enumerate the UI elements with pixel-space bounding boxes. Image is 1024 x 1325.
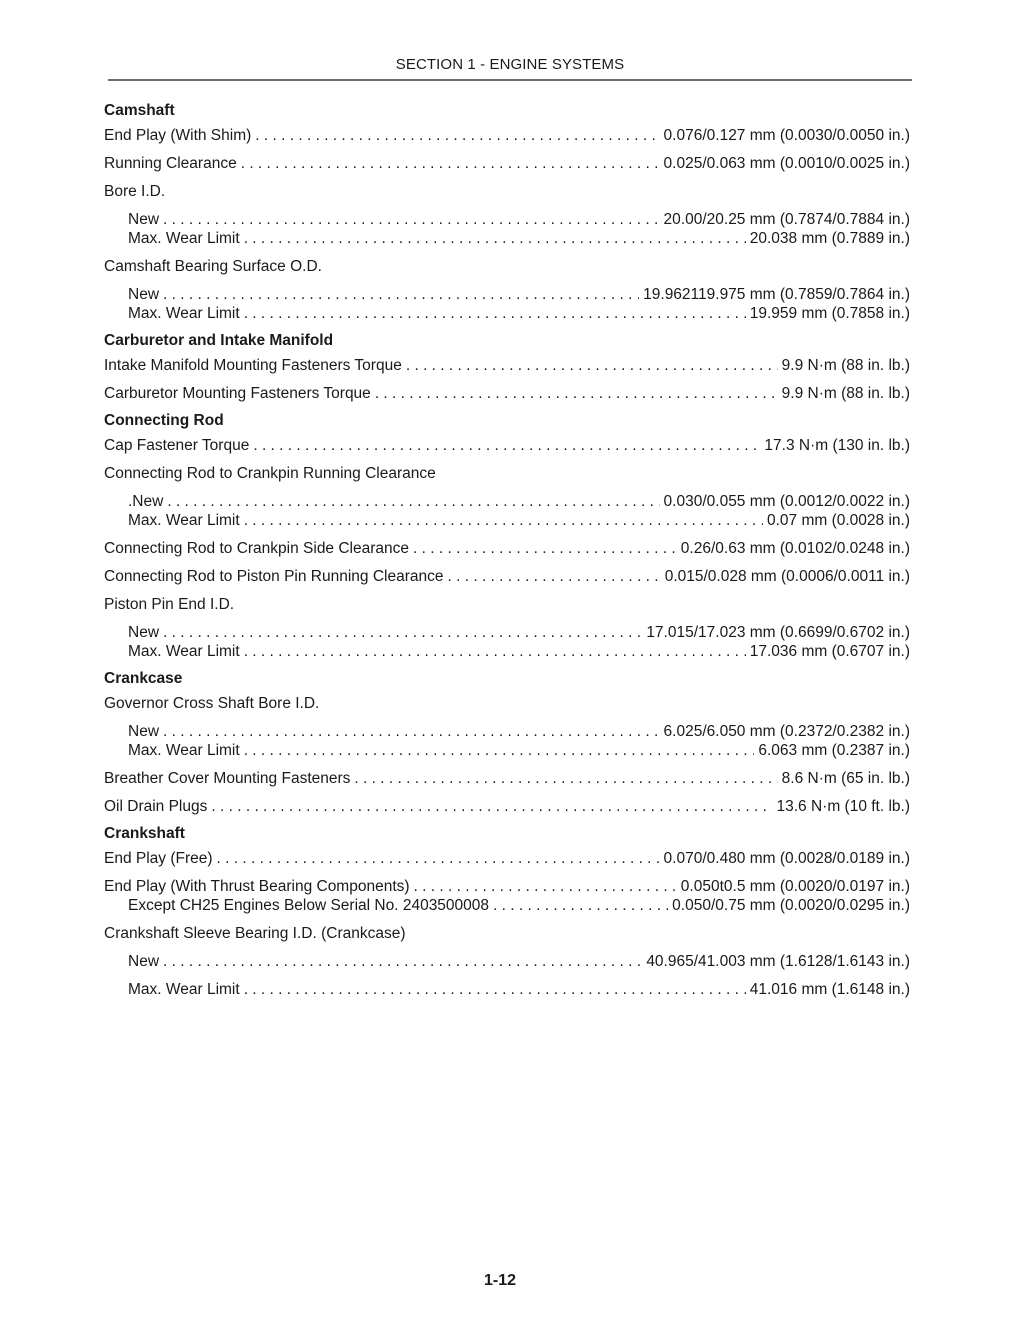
spec-subheading xyxy=(104,182,910,201)
spec-row xyxy=(104,769,910,788)
spec-row xyxy=(104,877,910,896)
spec-row xyxy=(104,154,910,173)
spec-row xyxy=(104,285,910,304)
spec-value: 40.965/41.003 mm (1.6128/1.6143 in.) xyxy=(646,953,910,970)
spec-label: Carburetor Mounting Fasteners Torque xyxy=(104,385,371,402)
spec-label: Oil Drain Plugs xyxy=(104,798,208,815)
spec-value: 6.063 mm (0.2387 in.) xyxy=(758,742,910,759)
dot-leader xyxy=(413,539,677,558)
dot-leader xyxy=(244,229,746,248)
spec-label: Max. Wear Limit xyxy=(128,512,240,529)
spec-row xyxy=(104,980,910,999)
dot-leader xyxy=(163,722,660,741)
spec-row xyxy=(104,896,910,915)
spec-row xyxy=(104,356,910,375)
spec-label: Max. Wear Limit xyxy=(128,981,240,998)
spec-subheading xyxy=(104,924,910,943)
spec-value: 0.050/0.75 mm (0.0020/0.0295 in.) xyxy=(672,897,910,914)
spec-row xyxy=(104,304,910,323)
spec-row xyxy=(104,384,910,403)
spec-row xyxy=(104,623,910,642)
dot-leader xyxy=(163,285,639,304)
dot-leader xyxy=(217,849,660,868)
spec-value: 19.959 mm (0.7858 in.) xyxy=(749,305,910,322)
spec-value: 0.07 mm (0.0028 in.) xyxy=(766,512,910,529)
spec-row xyxy=(104,849,910,868)
spec-label: Intake Manifold Mounting Fasteners Torque xyxy=(104,357,402,374)
spec-label: End Play (Free) xyxy=(104,850,213,867)
spec-label: Running Clearance xyxy=(104,155,237,172)
dot-leader xyxy=(163,952,642,971)
spec-value: 0.070/0.480 mm (0.0028/0.0189 in.) xyxy=(663,850,910,867)
spec-label: New xyxy=(128,953,160,970)
spec-label: Breather Cover Mounting Fasteners xyxy=(104,770,351,787)
dot-leader xyxy=(211,797,772,816)
spec-label: Governor Cross Shaft Bore I.D. xyxy=(104,695,320,712)
dot-leader xyxy=(244,741,755,760)
spec-label: Max. Wear Limit xyxy=(128,230,240,247)
spec-label: Connecting Rod to Crankpin Running Clearance xyxy=(104,465,436,482)
spec-label: Max. Wear Limit xyxy=(128,305,240,322)
spec-label: New xyxy=(128,723,160,740)
spec-label: Crankshaft Sleeve Bearing I.D. (Crankcase) xyxy=(104,925,406,942)
spec-value: 9.9 N·m (88 in. lb.) xyxy=(781,385,910,402)
dot-leader xyxy=(406,356,778,375)
spec-label: Cap Fastener Torque xyxy=(104,437,250,454)
dot-leader xyxy=(255,126,659,145)
spec-label: New xyxy=(128,624,160,641)
spec-label: End Play (With Thrust Bearing Components) xyxy=(104,878,410,895)
spec-row xyxy=(104,511,910,530)
spec-value: 17.036 mm (0.6707 in.) xyxy=(749,643,910,660)
spec-value: 6.025/6.050 mm (0.2372/0.2382 in.) xyxy=(663,723,910,740)
spec-row xyxy=(104,722,910,741)
spec-value: 0.015/0.028 mm (0.0006/0.0011 in.) xyxy=(664,568,910,585)
spec-value: 17.015/17.023 mm (0.6699/0.6702 in.) xyxy=(646,624,910,641)
dot-leader xyxy=(163,623,642,642)
spec-list xyxy=(104,101,910,999)
spec-label: Piston Pin End I.D. xyxy=(104,596,235,613)
spec-row xyxy=(104,952,910,971)
spec-value: 20.00/20.25 mm (0.7874/0.7884 in.) xyxy=(663,211,910,228)
spec-label: Bore I.D. xyxy=(104,183,166,200)
spec-label: .New xyxy=(128,493,164,510)
spec-value: 20.038 mm (0.7889 in.) xyxy=(749,230,910,247)
spec-value: 41.016 mm (1.6148 in.) xyxy=(749,981,910,998)
dot-leader xyxy=(241,154,660,173)
spec-row xyxy=(104,210,910,229)
spec-subheading xyxy=(104,595,910,614)
crankshaft-heading: Crankshaft xyxy=(104,825,185,842)
spec-value: 9.9 N·m (88 in. lb.) xyxy=(781,357,910,374)
dot-leader xyxy=(167,492,659,511)
dot-leader xyxy=(493,896,668,915)
spec-label: End Play (With Shim) xyxy=(104,127,252,144)
spec-value: 0.076/0.127 mm (0.0030/0.0050 in.) xyxy=(663,127,910,144)
dot-leader xyxy=(244,980,746,999)
spec-value: 8.6 N·m (65 in. lb.) xyxy=(781,770,910,787)
spec-label: Max. Wear Limit xyxy=(128,643,240,660)
spec-label: Connecting Rod to Crankpin Side Clearance xyxy=(104,540,410,557)
page-number: 1-12 xyxy=(483,1272,517,1289)
spec-value: 17.3 N·m (130 in. lb.) xyxy=(764,437,910,454)
dot-leader xyxy=(448,567,661,586)
spec-row xyxy=(104,642,910,661)
spec-value: 0.030/0.055 mm (0.0012/0.0022 in.) xyxy=(663,493,910,510)
crankcase-heading: Crankcase xyxy=(104,670,183,687)
spec-row xyxy=(104,539,910,558)
spec-row xyxy=(104,567,910,586)
spec-subheading xyxy=(104,694,910,713)
dot-leader xyxy=(244,511,763,530)
spec-row xyxy=(104,436,910,455)
spec-value: 0.025/0.063 mm (0.0010/0.0025 in.) xyxy=(663,155,910,172)
carburetor-heading: Carburetor and Intake Manifold xyxy=(104,332,334,349)
dot-leader xyxy=(253,436,760,455)
dot-leader xyxy=(354,769,777,788)
spec-row xyxy=(104,741,910,760)
spec-value: 13.6 N·m (10 ft. lb.) xyxy=(776,798,910,815)
dot-leader xyxy=(244,642,746,661)
spec-label: New xyxy=(128,286,160,303)
spec-label: Camshaft Bearing Surface O.D. xyxy=(104,258,322,275)
spec-label: Max. Wear Limit xyxy=(128,742,240,759)
spec-subheading xyxy=(104,464,910,483)
spec-row xyxy=(104,126,910,145)
spec-label: Except CH25 Engines Below Serial No. 2403500008 xyxy=(128,897,490,914)
spec-row xyxy=(104,229,910,248)
spec-value: 0.050t0.5 mm (0.0020/0.0197 in.) xyxy=(680,878,910,895)
spec-value: 0.26/0.63 mm (0.0102/0.0248 in.) xyxy=(680,540,910,557)
spec-label: New xyxy=(128,211,160,228)
dot-leader xyxy=(375,384,778,403)
dot-leader xyxy=(414,877,677,896)
section-header: SECTION 1 - ENGINE SYSTEMS xyxy=(395,56,625,73)
connecting-rod-heading: Connecting Rod xyxy=(104,412,224,429)
spec-row xyxy=(104,492,910,511)
dot-leader xyxy=(244,304,746,323)
spec-value: 19.962119.975 mm (0.7859/0.7864 in.) xyxy=(643,286,910,303)
spec-row xyxy=(104,797,910,816)
dot-leader xyxy=(163,210,660,229)
spec-label: Connecting Rod to Piston Pin Running Clearance xyxy=(104,568,444,585)
camshaft-heading: Camshaft xyxy=(104,102,175,119)
spec-subheading xyxy=(104,257,910,276)
header-divider xyxy=(108,79,912,81)
